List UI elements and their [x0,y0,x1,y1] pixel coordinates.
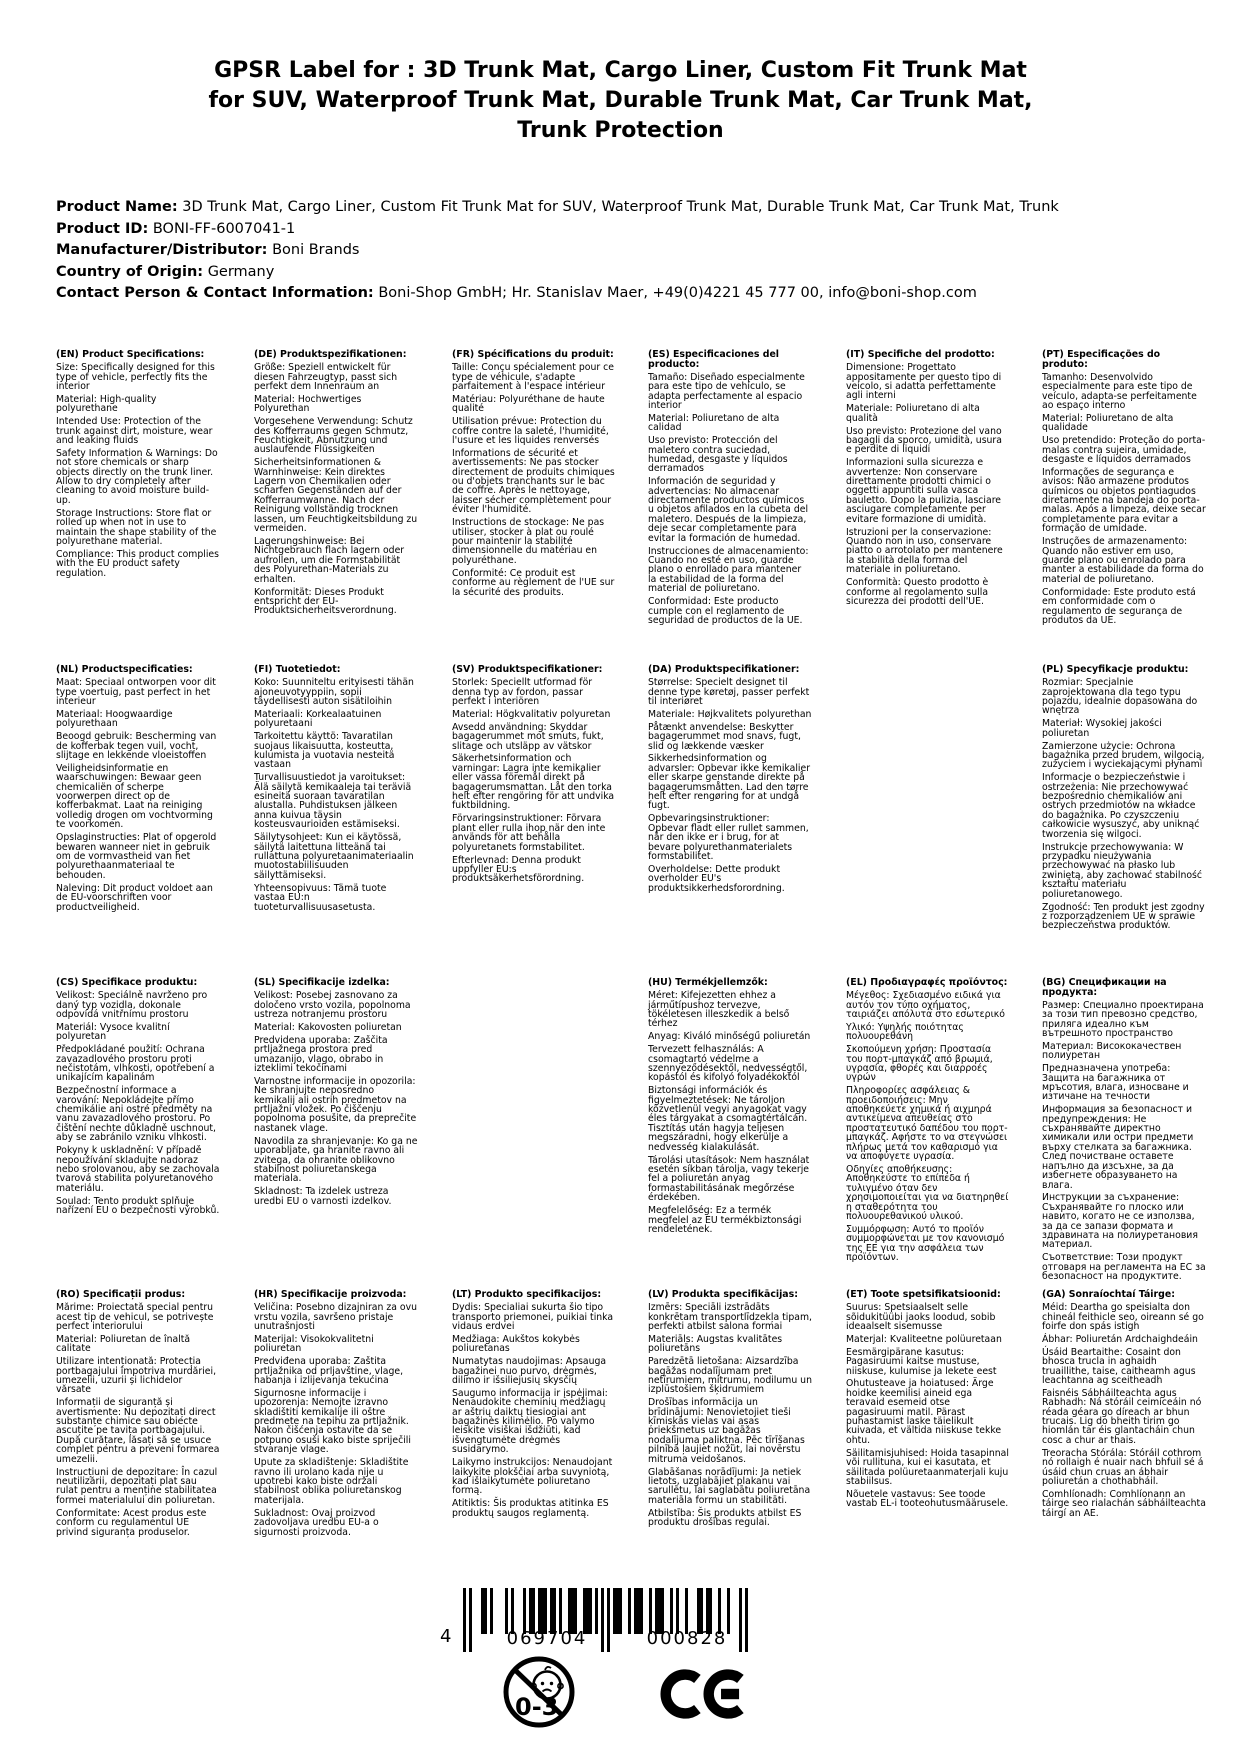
lang-section-heading: (IT) Specifiche del prodotto: [846,349,995,360]
lang-section-paragraph: Veiligheidsinformatie en waarschuwingen: Bewaar geen chemicaliën of scherpe voorwerpen direct op de kofferbakmat. Laat na reiniging volledig drogen om vochtvorming te voorkomen. [56,762,213,831]
lang-section-paragraph: Safety Information & Warnings: Do not store chemicals or sharp objects directly on the trunk liner. Allow to dry completely after cleaning to avoid moisture build-up. [56,447,218,506]
lang-section-paragraph: Materijal: Visokokvalitetni poliuretan [254,1333,374,1355]
lang-section-paragraph: Инструкции за съхранение: Съхранявайте го плоско или навито, когато не се използва, за да се запази формата и здравината на полиуретановия материал. [1042,1192,1198,1251]
lang-section-bg [1042,978,1206,1285]
lang-section-paragraph: Megfelelőség: Ez a termék megfelel az EU termékbiztonsági rendeletének. [648,1205,802,1235]
lang-section-paragraph: Conformité: Ce produit est conforme au règlement de l'UE sur la sécurité des produits. [452,567,615,598]
lang-section-paragraph: Material: Poliuretano de alta calidad [648,412,780,434]
lang-section-heading: (BG) Спецификации на продукта: [1042,977,1167,998]
manufacturer-row [56,240,1236,262]
lang-section-paragraph: Medžiaga: Aukštos kokybės poliuretanas [452,1333,580,1355]
lang-section-heading: (DE) Produktspezifikationen: [254,349,407,360]
barcode-first-digit: 4 [440,1626,452,1647]
lang-section-paragraph: Předpokládané použití: Ochrana zavazadlového prostoru proti nečistotám, vlhkosti, opotřebení a unikajícím kapalinám [56,1044,215,1084]
lang-section-paragraph: Instructions de stockage: Ne pas utiliser, stocker à plat ou roulé pour maintenir la stabilité dimensionnelle du matériau en polyuréthane. [452,517,605,566]
lang-section-heading: (NL) Productspecificaties: [56,664,193,675]
country-of-origin-row [56,262,1236,284]
lang-section-paragraph: Beoogd gebruik: Bescherming van de kofferbak tegen vuil, vocht, slijtage en lekkende vloeistoffen [56,731,217,761]
lang-section-paragraph: Informazioni sulla sicurezza e avvertenze: Non conservare direttamente prodotti chimici o oggetti appuntiti sulla vasca bauletto. Dopo la pulizia, lasciare asciugare completamente per evitare formazione di umidità. [846,457,1002,525]
product-name-label: Product Name: [56,199,178,215]
lang-section-paragraph: Tarkoitettu käyttö: Tavaratilan suojaus likaisuutta, kosteutta, kulumista ja vuotavia nesteitä vastaan [254,731,395,771]
lang-section-paragraph: Conformitate: Acest produs este conform cu regulamentul UE privind siguranța produselor. [56,1507,207,1538]
lang-section-paragraph: Tamaño: Diseñado especialmente para este tipo de vehículo, se adapta perfectamente al espacio interior [648,371,805,411]
lang-section-paragraph: Overholdelse: Dette produkt overholder EU's produktsikkerhedsforordning. [648,863,785,894]
lang-section-da [648,665,812,897]
lang-section-paragraph: Lagerungshinweise: Bei Nichtgebrauch flach lagern oder aufrollen, um die Formstabilität des Polyurethan-Materials zu erhalten. [254,536,405,585]
lang-section-heading: (GA) Sonraíochtaí Táirge: [1042,1289,1175,1300]
lang-section-paragraph: Intended Use: Protection of the trunk against dirt, moisture, wear and leaking fluids [56,416,213,446]
lang-section-paragraph: Predviđena uporaba: Zaštita prtljažnika od prljavštine, vlage, habanja i izlijevanja tekućina [254,1356,404,1386]
lang-section-pt [1042,350,1206,629]
lang-section-paragraph: Materiāls: Augstas kvalitātes poliuretāns [648,1333,783,1355]
lang-section-paragraph: Koko: Suunniteltu erityisesti tähän ajoneuvotyyppiin, sopii täydellisesti auton sisätiloihin [254,677,414,707]
lang-section-paragraph: Información de seguridad y advertencias: No almacenar directamente productos químicos u objetos afilados en la cubeta del maletero. Después de la limpieza, deje secar completamente para evitar la formación de humedad. [648,476,809,544]
manufacturer-label: Manufacturer/Distributor: [56,242,268,258]
lang-section-paragraph: Informações de segurança e avisos: Não armazene produtos químicos ou objetos pontiagudos diretamente na bandeja do porta-malas. Após a limpeza, deixe secar completamente para evitar a formação de umidade. [1042,466,1206,535]
lang-section-paragraph: Anyag: Kiváló minőségű poliuretán [648,1031,811,1043]
lang-section-paragraph: Sigurnosne informacije i upozorenja: Nemojte izravno skladištiti kemikalije ili oštre predmete na tepihu za prtljažnik. Nakon čišćenja ostavite da se potpuno osuši kako biste spriječili stvaranje vlage. [254,1387,411,1456]
lang-section-paragraph: Utilizare intenționată: Protecția portbagajului împotriva murdăriei, umezelii, uzurii și lichidelor vărsate [56,1356,217,1396]
lang-section-paragraph: Zamierzone użycie: Ochrona bagażnika przed brudem, wilgocią, zużyciem i wyciekającymi płynami [1042,740,1205,771]
lang-section-paragraph: Materiaali: Korkealaatuinen polyuretaani [254,708,382,730]
country-of-origin-label: Country of Origin: [56,263,204,280]
lang-section-paragraph: Size: Specifically designed for this type of vehicle, perfectly fits the interior [56,362,215,392]
barcode-left-group: 069704 [506,1628,588,1649]
lang-section-heading: (ES) Especificaciones del producto: [648,349,780,370]
manufacturer-value: Boni Brands [272,242,360,258]
lang-section-paragraph: Instrukcje przechowywania: W przypadku nieużywania przechowywać na płasko lub zwiniętą, aby zachować stabilność kształtu materiału poliuretanowego. [1042,841,1202,900]
lang-section-paragraph: Dydis: Specialiai sukurta šio tipo transporto priemonei, puikiai tinka vidaus erdvei [452,1302,614,1332]
lang-section-paragraph: Pokyny k uskladnění: V případě nepoužívání skladujte nadoraz nebo srolovanou, aby se zachovala tvarová stabilita polyuretanového materiálu. [56,1145,220,1194]
lang-section-heading: (PT) Especificações do produto: [1042,349,1161,370]
lang-section-paragraph: Rozmiar: Specjalnie zaprojektowana dla tego typu pojazdu, idealnie dopasowana do wnętrza [1042,677,1198,717]
lang-section-paragraph: Méret: Kifejezetten ehhez a járműtípushoz tervezve, tökéletesen illeszkedik a belső térhez [648,990,790,1030]
lang-section-sl [254,978,418,1210]
lang-section-paragraph: Material: High-quality polyurethane [56,393,157,415]
lang-section-paragraph: Biztonsági információk és figyelmeztetések: Ne tároljon közvetlenül vegyi anyagokat vagy éles tárgyakat a csomagtértálcán. Tisztítás után hagyja teljesen megszáradni, hogy elkerülje a nedvesség kialakulását. [648,1085,808,1153]
lang-section-paragraph: Mărime: Proiectată special pentru acest tip de vehicul, se potrivește perfect interiorului [56,1302,214,1332]
lang-section-paragraph: Varnostne informacije in opozorila: Ne shranjujte neposredno kemikalij ali ostrih predmetov na prtljažni vložek. Po čiščenju popolnoma posušite, da preprečite nastanek vlage. [254,1075,417,1134]
contact-value: Boni-Shop GmbH; Hr. Stanislav Maer, +49(0)4221 45 777 00, info@boni-shop.com [378,285,977,301]
lang-section-paragraph: Sicherheitsinformationen & Warnhinweise: Kein direktes Lagern von Chemikalien oder scharfen Gegenständen auf der Kofferraumwanne. Nach der Reinigung vollständig trocknen lassen, um Feuchtigkeitsbildung zu vermeiden. [254,457,418,535]
lang-section-paragraph: Nõuetele vastavus: See toode vastab EL-i tooteohutusmäärusele. [846,1488,1009,1510]
lang-section-paragraph: Material: Poliuretan de înaltă calitate [56,1333,191,1355]
lang-section-et [846,1290,1010,1512]
lang-section-paragraph: Paredzētā lietošana: Aizsardzība bagāžas nodalījumam pret netīrumiem, mitrumu, nodilumu un izplūstošiem šķidrumiem [648,1356,812,1396]
lang-section-it [846,350,1010,610]
lang-section-paragraph: Μέγεθος: Σχεδιασμένο ειδικά για αυτόν τον τύπο οχήματος, ταιριάζει απόλυτα στο εσωτερικό [846,990,1005,1020]
lang-section-paragraph: Konformität: Dieses Produkt entspricht der EU-Produktsicherheitsverordnung. [254,586,397,617]
lang-section-paragraph: Izmērs: Speciāli izstrādāts konkrētam transportlīdzekļa tipam, perfekti atbilst salona formai [648,1302,812,1332]
lang-section-paragraph: Säilitamisjuhised: Hoida tasapinnal või rullituna, kui ei kasutata, et säilitada polüuretaanmaterjali kuju stabiilsus. [846,1447,1009,1487]
lang-section-paragraph: Yhteensopivuus: Tämä tuote vastaa EU:n tuoteturvallisuusasetusta. [254,882,387,913]
lang-section-paragraph: Laikymo instrukcijos: Nenaudojant laikykite plokščiai arba suvyniotą, kad išlaikytumėte poliuretano formą. [452,1457,613,1497]
lang-section-el [846,978,1010,1266]
lang-section-paragraph: Material: Poliuretano de alta qualidade [1042,412,1174,434]
lang-section-paragraph: Sukladnost: Ovaj proizvod zadovoljava uredbu EU-a o sigurnosti proizvoda. [254,1507,379,1538]
lang-section-paragraph: Materiał: Wysokiej jakości poliuretan [1042,718,1162,739]
ean-barcode [440,1588,760,1658]
lang-section-paragraph: Tamanho: Desenvolvido especialmente para este tipo de veículo, adapta-se perfeitamente ao espaço interno [1042,371,1197,411]
lang-section-paragraph: Conformità: Questo prodotto è conforme al regolamento sulla sicurezza dei prodotti dell'UE. [846,577,989,607]
lang-section-paragraph: Material: Hochwertiges Polyurethan [254,393,362,415]
lang-section-paragraph: Σκοπούμενη χρήση: Προστασία του πορτ-μπαγκάζ από βρωμιά, υγρασία, φθορές και διαρροές υγρών [846,1044,993,1084]
lang-section-es [648,350,812,629]
lang-section-paragraph: Suurus: Spetsiaalselt selle sõidukitüübi jaoks loodud, sobib ideaalselt sisemusse [846,1302,996,1332]
lang-section-cs [56,978,220,1219]
lang-section-paragraph: Opslaginstructies: Plat of opgerold bewaren wanneer niet in gebruik om de vormvastheid van het polyurethaanmateriaal te behouden. [56,832,217,881]
lang-section-paragraph: Размер: Специално проектирана за този тип превозно средство, приляга идеално към вътрешното пространство [1042,999,1204,1039]
lang-section-heading: (EN) Product Specifications: [56,349,205,360]
lang-section-paragraph: Säilytysohjeet: Kun ei käytössä, säilytä laitettuna litteänä tai rullattuna polyuretaanimateriaalin muotostabiilisuuden säilyttämiseksi. [254,832,414,881]
lang-section-paragraph: Συμμόρφωση: Αυτό το προϊόν συμμορφώνεται με τον κανονισμό της ΕΕ για την ασφάλεια των προϊόντων. [846,1223,1005,1264]
lang-section-paragraph: Påtænkt anvendelse: Beskytter bagagerummet mod snavs, fugt, slid og lækkende væsker [648,721,801,752]
lang-section-paragraph: Taille: Conçu spécialement pour ce type de véhicule, s'adapte parfaitement à l'espace intérieur [452,362,614,392]
lang-section-paragraph: Materjal: Kvaliteetne polüuretaan [846,1333,1002,1345]
page-title-line-1: GPSR Label for : 3D Trunk Mat, Cargo Liner, Custom Fit Trunk Mat [214,58,1027,83]
lang-section-paragraph: Atitiktis: Šis produktas atitinka ES produktų saugos reglamentą. [452,1498,609,1519]
lang-section-en [56,350,220,582]
lang-section-paragraph: Instrucciones de almacenamiento: Cuando no esté en uso, guarde plano o enrollado para mantener la estabilidad de la forma del material de poliuretano. [648,545,809,595]
lang-section-paragraph: Materiaal: Hoogwaardige polyurethaan [56,708,173,730]
lang-section-heading: (LT) Produkto specifikacijos: [452,1289,602,1300]
lang-section-heading: (ET) Toote spetsifikatsioonid: [846,1289,1001,1300]
age-warning-text: 0-3 [515,1693,559,1721]
lang-section-paragraph: Skladnost: Ta izdelek ustreza uredbi EU o varnosti izdelkov. [254,1186,392,1207]
lang-section-hu [648,978,812,1238]
lang-section-paragraph: Turvallisuustiedot ja varoitukset: Älä säilytä kemikaaleja tai teräviä esineitä suoraan tavaratilan alustalla. Puhdistuksen jälkeen anna kuivua täysin kosteusvaurioiden estämiseksi. [254,772,412,831]
lang-section-paragraph: Informații de siguranță și avertismente: Nu depozitați direct substanțe chimice sau obiecte ascuțite pe tavița portbagajului. După curățare, lăsați să se usuce complet pentru a preveni formarea umezelii. [56,1397,220,1465]
lang-section-paragraph: Storage Instructions: Store flat or rolled up when not in use to maintain the shape stability of the polyurethane material. [56,507,217,547]
lang-section-paragraph: Uso pretendido: Proteção do porta-malas contra sujeira, umidade, desgaste e líquidos derramados [1042,435,1206,465]
lang-section-paragraph: Informacje o bezpieczeństwie i ostrzeżenia: Nie przechowywać bezpośrednio chemikaliów ani ostrych przedmiotów na wkładce do bagażnika. Po czyszczeniu całkowicie wysuszyć, aby uniknąć tworzenia się wilgoci. [1042,772,1200,840]
lang-section-paragraph: Efterlevnad: Denna produkt uppfyller EU:s produktsäkerhetsförordning. [452,854,585,885]
lang-section-heading: (HU) Termékjellemzők: [648,977,768,988]
lang-section-paragraph: Tárolási utasítások: Nem használat esetén síkban tárolja, vagy tekerje fel a poliuretán anyag formastabilitásának megőrzése érdekében. [648,1154,810,1204]
page-title-line-2: for SUV, Waterproof Trunk Mat, Durable Trunk Mat, Car Trunk Mat, [208,88,1033,113]
lang-section-heading: (FR) Spécifications du produit: [452,349,614,360]
contact-label: Contact Person & Contact Information: [56,285,374,301]
lang-section-paragraph: Størrelse: Specielt designet til denne type køretøj, passer perfekt til interiøret [648,677,810,707]
lang-section-heading: (FI) Tuotetiedot: [254,664,341,675]
lang-section-paragraph: Opbevaringsinstruktioner: Opbevar fladt eller rullet sammen, når den ikke er i brug, for at bevare polyurethanmaterialets formstabilitet. [648,813,809,862]
lang-section-paragraph: Glabāšanas norādījumi: Ja netiek lietots, uzglabājiet plakanu vai sarullētu, lai saglabātu poliuretāna materiāla formu un stabilitāti. [648,1466,811,1506]
lang-section-paragraph: Zgodność: Ten produkt jest zgodny z rozporządzeniem UE w sprawie bezpieczeństwa produktów. [1042,901,1205,932]
lang-section-paragraph: Velikost: Posebej zasnovano za določeno vrsto vozila, popolnoma ustreza notranjemu prostoru [254,990,411,1020]
lang-section-paragraph: Soulad: Tento produkt splňuje nařízení EU o bezpečnosti výrobků. [56,1195,220,1217]
lang-section-heading: (PL) Specyfikacje produktu: [1042,664,1189,675]
lang-section-heading: (SV) Produktspecifikationer: [452,664,603,675]
lang-section-paragraph: Avsedd användning: Skyddar bagagerummet mot smuts, fukt, slitage och utsläpp av vätskor [452,721,604,752]
lang-section-paragraph: Comhlíonadh: Comhlíonann an táirge seo rialachán sábháilteachta táirgí an AE. [1042,1488,1206,1519]
lang-section-nl [56,665,220,915]
lang-section-paragraph: Uso previsto: Protezione del vano bagagli da sporco, umidità, usura e perdite di liquidi [846,425,1002,456]
lang-section-paragraph: Sikkerhedsinformation og advarsler: Opbevar ikke kemikalier eller skarpe genstande direkte på bagagerumsmåtten. Lad den tørre helt efter rengøring for at undgå fugt. [648,753,811,812]
lang-section-paragraph: Съответствие: Този продукт отговаря на регламента на ЕС за безопасност на продуктите. [1042,1252,1206,1283]
lang-section-paragraph: Predvidena uporaba: Zaščita prtljažnega prostora pred umazanijo, vlago, obrabo in izteklimi tekočinami [254,1034,388,1074]
lang-section-paragraph: Material: Kakovosten poliuretan [254,1021,402,1033]
lang-section-paragraph: Materiál: Vysoce kvalitní polyuretan [56,1021,170,1043]
lang-section-ga [1042,1290,1206,1522]
product-name-row [56,197,1236,219]
country-of-origin-value: Germany [207,263,275,280]
lang-section-paragraph: Méid: Deartha go speisialta don chineál feithicle seo, oireann sé go foirfe don spás istigh [1042,1302,1204,1332]
product-id-label: Product ID: [56,220,149,237]
lang-section-paragraph: Materiale: Højkvalitets polyurethan [648,708,812,720]
lang-section-hr [254,1290,418,1540]
lang-section-paragraph: Информация за безопасност и предупреждения: Не съхранявайте директно химикали или остри предмети върху стелката за багажника. След почистване оставете напълно да изсъхне, за да избегнете образуването на влага. [1042,1104,1194,1191]
page-title [0,56,1241,146]
lang-section-paragraph: Förvaringsinstruktioner: Förvara plant eller rulla ihop när den inte används för att behålla polyuretanets formstabilitet. [452,813,606,853]
lang-section-paragraph: Материал: Висококачествен полиуретан [1042,1040,1182,1062]
lang-section-paragraph: Saugumo informacija ir įspėjimai: Nenaudokite cheminių medžiagų ar aštrių daiktų tiesiogiai ant bagažinės kilimėlio. Po valymo leiskite visiškai išdžiūti, kad išvengtumėte drėgmės susidarymo. [452,1387,608,1456]
lang-section-paragraph: Upute za skladištenje: Skladištite ravno ili urolano kada nije u upotrebi kako biste održali stabilnost oblika poliuretanskog materijala. [254,1457,409,1506]
lang-section-paragraph: Uso previsto: Protección del maletero contra suciedad, humedad, desgaste y líquidos derramados [648,435,788,475]
lang-section-paragraph: Υλικό: Υψηλής ποιότητας πολυουρεθάνη [846,1021,964,1043]
lang-section-paragraph: Vorgesehene Verwendung: Schutz des Kofferraums gegen Schmutz, Feuchtigkeit, Abnutzung und auslaufende Flüssigkeiten [254,416,413,456]
lang-section-paragraph: Veličina: Posebno dizajniran za ovu vrstu vozila, savršeno pristaje unutrašnjosti [254,1302,417,1332]
lang-section-paragraph: Bezpečnostní informace a varování: Nepokládejte přímo chemikálie ani ostré předměty na vanu zavazadlového prostoru. Po čištění nechte důkladně uschnout, aby se zabránilo vzniku vlhkosti. [56,1085,217,1144]
lang-section-paragraph: Utilisation prévue: Protection du coffre contre la saleté, l'humidité, l'usure et les liquides renversés [452,416,609,446]
product-id-value: BONI-FF-6007041-1 [152,220,296,237]
lang-section-paragraph: Maat: Speciaal ontworpen voor dit type voertuig, past perfect in het interieur [56,677,216,707]
lang-section-paragraph: Säkerhetsinformation och varningar: Lagra inte kemikalier eller vassa föremål direkt på bagagerumsmattan. Låt den torka helt efter rengöring för att undvika fuktbildning. [452,753,615,812]
lang-section-paragraph: Storlek: Speciellt utformad för denna typ av fordon, passar perfekt i interiören [452,677,593,707]
product-info-block [56,197,1236,305]
lang-section-heading: (DA) Produktspecifikationer: [648,664,800,675]
lang-section-heading: (SL) Specifikacije izdelka: [254,977,390,988]
lang-section-paragraph: Conformidad: Este producto cumple con el reglamento de seguridad de productos de la UE. [648,596,803,626]
lang-section-paragraph: Conformidade: Este produto está em conformidade com o regulamento de segurança de produtos da UE. [1042,586,1196,626]
lang-section-heading: (EL) Προδιαγραφές προϊόντος: [846,977,1008,988]
lang-section-paragraph: Tervezett felhasználás: A csomagtartó védelme a szennyeződésektől, nedvességtől, kopástól és kifolyó folyadékoktól [648,1044,808,1084]
lang-section-fr [452,350,616,600]
lang-section-paragraph: Eesmärgipärane kasutus: Pagasiruumi kaitse mustuse, niiskuse, kulumise ja lekete eest [846,1346,997,1377]
lang-section-paragraph: Ohutusteave ja hoiatused: Ärge hoidke keemilisi aineid ega teravaid esemeid otse pagasiruumi matil. Pärast puhastamist laske täielikult kuivada, et vältida niiskuse tekke ohtu. [846,1378,1002,1446]
lang-section-paragraph: Matériau: Polyuréthane de haute qualité [452,393,605,415]
lang-section-paragraph: Größe: Speziell entwickelt für diesen Fahrzeugtyp, passt sich perfekt dem Innenraum an [254,362,398,392]
lang-section-paragraph: Drošības informācija un brīdinājumi: Nenovietojiet tieši ķīmiskās vielas vai asas priekšmetus uz bagāžas nodalījuma paliktņa. Pēc tīrīšanas pilnībā ļaujiet nožūt, lai novērstu mitruma veidošanos. [648,1397,805,1465]
lang-section-paragraph: Úsáid Beartaithe: Cosaint don bhosca trucla in aghaidh truaillithe, taise, caitheamh agus leachtanna ag sceitheadh [1042,1346,1196,1386]
lang-section-paragraph: Οδηγίες αποθήκευσης: Αποθηκεύστε το επίπεδα ή τυλιγμένο όταν δεν χρησιμοποιείται για να διατηρηθεί η σταθερότητα του πολυουρεθανικού υλικού. [846,1164,1009,1223]
lang-section-paragraph: Navodila za shranjevanje: Ko ga ne uporabljate, ga hranite ravno ali zvitega, da ohranite oblikovno stabilnost poliuretanskega materiala. [254,1135,418,1185]
lang-section-paragraph: Treoracha Stórála: Stóráil cothrom nó rollaigh é nuair nach bhfuil sé á úsáid chun cruas an ábhair poliuretán a chothabháil. [1042,1447,1204,1487]
lang-section-paragraph: Numatytas naudojimas: Apsauga bagažinei nuo purvo, drėgmės, dilimo ir išsiliejusių skysčių [452,1356,607,1386]
lang-section-paragraph: Dimensione: Progettato appositamente per questo tipo di veicolo, si adatta perfettamente agli interni [846,362,1002,402]
contact-row [56,283,1236,305]
lang-section-paragraph: Compliance: This product complies with the EU product safety regulation. [56,548,219,579]
lang-section-de [254,350,418,619]
lang-section-paragraph: Πληροφορίες ασφάλειας & προειδοποιήσεις: Μην αποθηκεύετε χημικά ή αιχμηρά αντικείμενα απευθείας στο προστατευτικό δαπέδου του πορτ-μπαγκάζ. Αφήστε το να στεγνώσει πλήρως μετά τον καθαρισμό για να αποφύγετε υγρασία. [846,1085,1008,1163]
lang-section-heading: (RO) Specificații produs: [56,1289,186,1300]
lang-section-paragraph: Velikost: Speciálně navrženo pro daný typ vozidla, dokonale odpovídá vnitřnímu prostoru [56,990,208,1020]
lang-section-paragraph: Faisnéis Sábháilteachta agus Rabhadh: Ná stóráil ceimiceáin nó réada géara go díreach ar bhun trucais. Lig do bheith tirim go hiomlán tar éis glantacháin chun cosc a chur ar thais. [1042,1387,1202,1446]
lang-section-lt [452,1290,616,1522]
ce-mark-icon [660,1660,746,1732]
lang-section-paragraph: Naleving: Dit product voldoet aan de EU-voorschriften voor productveiligheid. [56,882,213,913]
lang-section-paragraph: Informations de sécurité et avertissements: Ne pas stocker directement de produits chimiques ou d'objets tranchants sur le bac de coffre. Après le nettoyage, laisser sécher complètement pour éviter l'humidité. [452,447,615,516]
lang-section-heading: (CS) Specifikace produktu: [56,977,198,988]
lang-section-pl [1042,665,1206,934]
lang-section-paragraph: Istruzioni per la conservazione: Quando non in uso, conservare piatto o arrotolato per mantenere la stabilità della forma del materiale in poliuretano. [846,526,1003,576]
lang-section-paragraph: Предназначена употреба: Защита на багажника от мръсотия, влага, износване и изтичане на течности [1042,1063,1189,1103]
lang-section-paragraph: Materiale: Poliuretano di alta qualità [846,403,980,424]
lang-section-heading: (LV) Produkta specifikācijas: [648,1289,798,1300]
page-title-line-3: Trunk Protection [517,118,724,143]
lang-section-paragraph: Instruções de armazenamento: Quando não estiver em uso, guarde plano ou enrolado para manter a estabilidade da forma do material de poliuretano. [1042,536,1204,585]
lang-section-heading: (HR) Specifikacije proizvoda: [254,1289,407,1300]
lang-section-sv [452,665,616,887]
lang-section-ro [56,1290,220,1540]
product-id-row [56,219,1236,241]
lang-section-paragraph: Instrucțiuni de depozitare: În cazul neutilizării, depozitați plat sau rulat pentru a menține stabilitatea formei materialului din poliuretan. [56,1466,218,1506]
lang-section-paragraph: Ábhar: Poliuretán Ardchaighdeáin [1042,1333,1198,1345]
lang-section-paragraph: Material: Högkvalitativ polyuretan [452,708,611,720]
lang-section-paragraph: Atbilstība: Šis produkts atbilst ES produktu drošības regulai. [648,1507,802,1529]
barcode-right-group: 000828 [646,1628,728,1649]
lang-section-fi [254,665,418,915]
lang-section-lv [648,1290,812,1531]
product-name-value: 3D Trunk Mat, Cargo Liner, Custom Fit Trunk Mat for SUV, Waterproof Trunk Mat, Durable Trunk Mat, Car Trunk Mat, Trunk [182,199,1059,215]
age-warning-0-3-icon [501,1653,577,1735]
